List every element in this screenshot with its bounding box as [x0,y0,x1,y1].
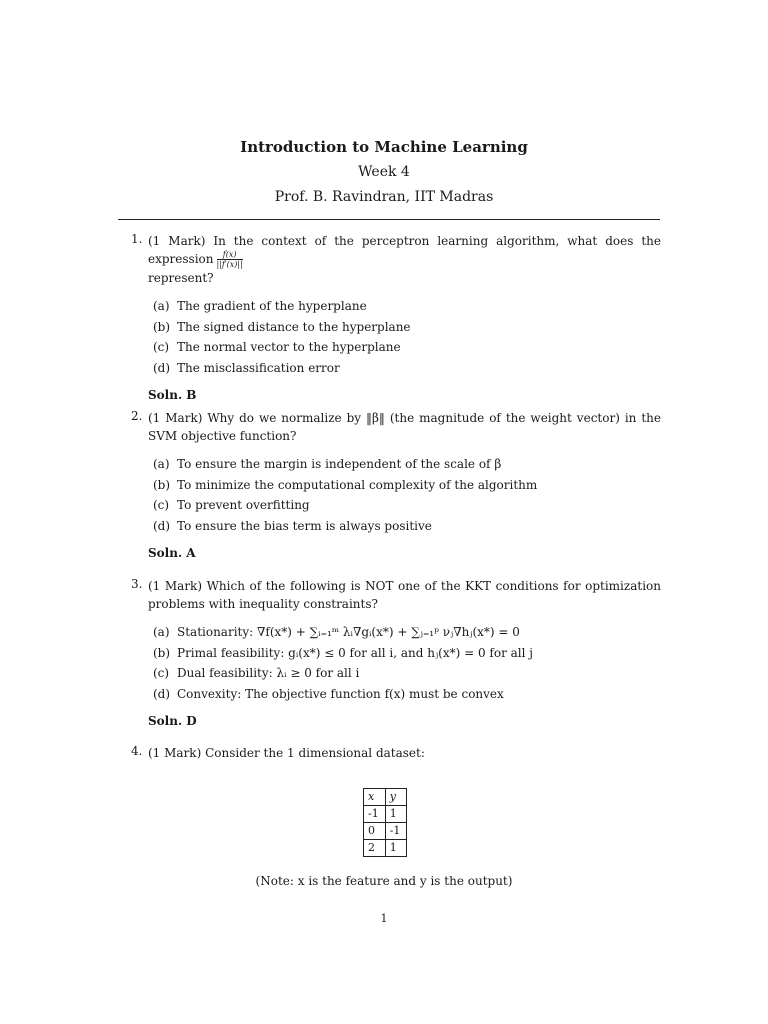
option-d: (d) To ensure the bias term is always positive [153,518,432,533]
solution: Soln. D [148,714,197,728]
option-c: (c) The normal vector to the hyperplane [153,340,401,354]
question-number: 1. [131,232,143,246]
option-a: (a) To ensure the margin is independent of the scale of β [153,457,502,471]
question-number: 4. [131,744,143,758]
option-d: (d) The misclassification error [153,360,340,375]
table-cell: -1 [364,806,386,823]
table-header: x [364,789,386,806]
table-header: y [385,789,407,806]
option-b: (b) Primal feasibility: gᵢ(x*) ≤ 0 for all i, and hⱼ(x*) = 0 for all j [153,645,533,660]
solution: Soln. B [148,388,197,402]
question-3 [131,577,661,728]
option-a: (a) The gradient of the hyperplane [153,299,367,313]
table-cell: 0 [364,823,386,840]
dataset-table [363,788,407,857]
table-cell: 1 [385,840,407,857]
question-text: (1 Mark) Which of the following is NOT one of the KKT conditions for optimization problems with inequality constraints? [148,579,661,611]
question-number: 3. [131,577,143,591]
question-2 [131,409,661,560]
option-c: (c) To prevent overfitting [153,498,310,512]
table-header-row [364,789,407,806]
solution: Soln. A [148,546,196,560]
fraction-expression: $\frac{f(x)}{||f'(x)||}$ [216,250,243,269]
header-rule [118,219,660,220]
table-note: (Note: x is the feature and y is the output) [255,874,513,888]
option-b: (b) The signed distance to the hyperplane [153,319,411,334]
table-cell: 2 [364,840,386,857]
table-cell: 1 [385,806,407,823]
question-text: (1 Mark) Consider the 1 dimensional dataset: [148,746,425,760]
table-row [364,840,407,857]
document-title: Introduction to Machine Learning [240,138,528,156]
document-author: Prof. B. Ravindran, IIT Madras [274,189,494,205]
table-row [364,823,407,840]
question-text: (1 Mark) In the context of the perceptron learning algorithm, what does the expression $\frac{f(x)}{||f'(x)||}$ represent? [148,234,661,285]
option-b: (b) To minimize the computational complexity of the algorithm [153,477,538,492]
question-number: 2. [131,409,143,423]
table-row [364,806,407,823]
question-text: (1 Mark) Why do we normalize by ‖β‖ (the magnitude of the weight vector) in the SVM objective function? [148,411,661,443]
option-c: (c) Dual feasibility: λᵢ ≥ 0 for all i [153,666,360,680]
question-4 [131,744,661,762]
option-a: (a) Stationarity: ∇f(x*) + ∑ᵢ₌₁ᵐ λᵢ∇gᵢ(x*) + ∑ⱼ₌₁ᵖ νⱼ∇hⱼ(x*) = 0 [153,625,520,639]
page-number: 1 [380,912,388,925]
document-week: Week 4 [358,164,410,180]
table-cell: -1 [385,823,407,840]
option-d: (d) Convexity: The objective function f(x) must be convex [153,686,504,701]
question-1 [131,232,661,402]
